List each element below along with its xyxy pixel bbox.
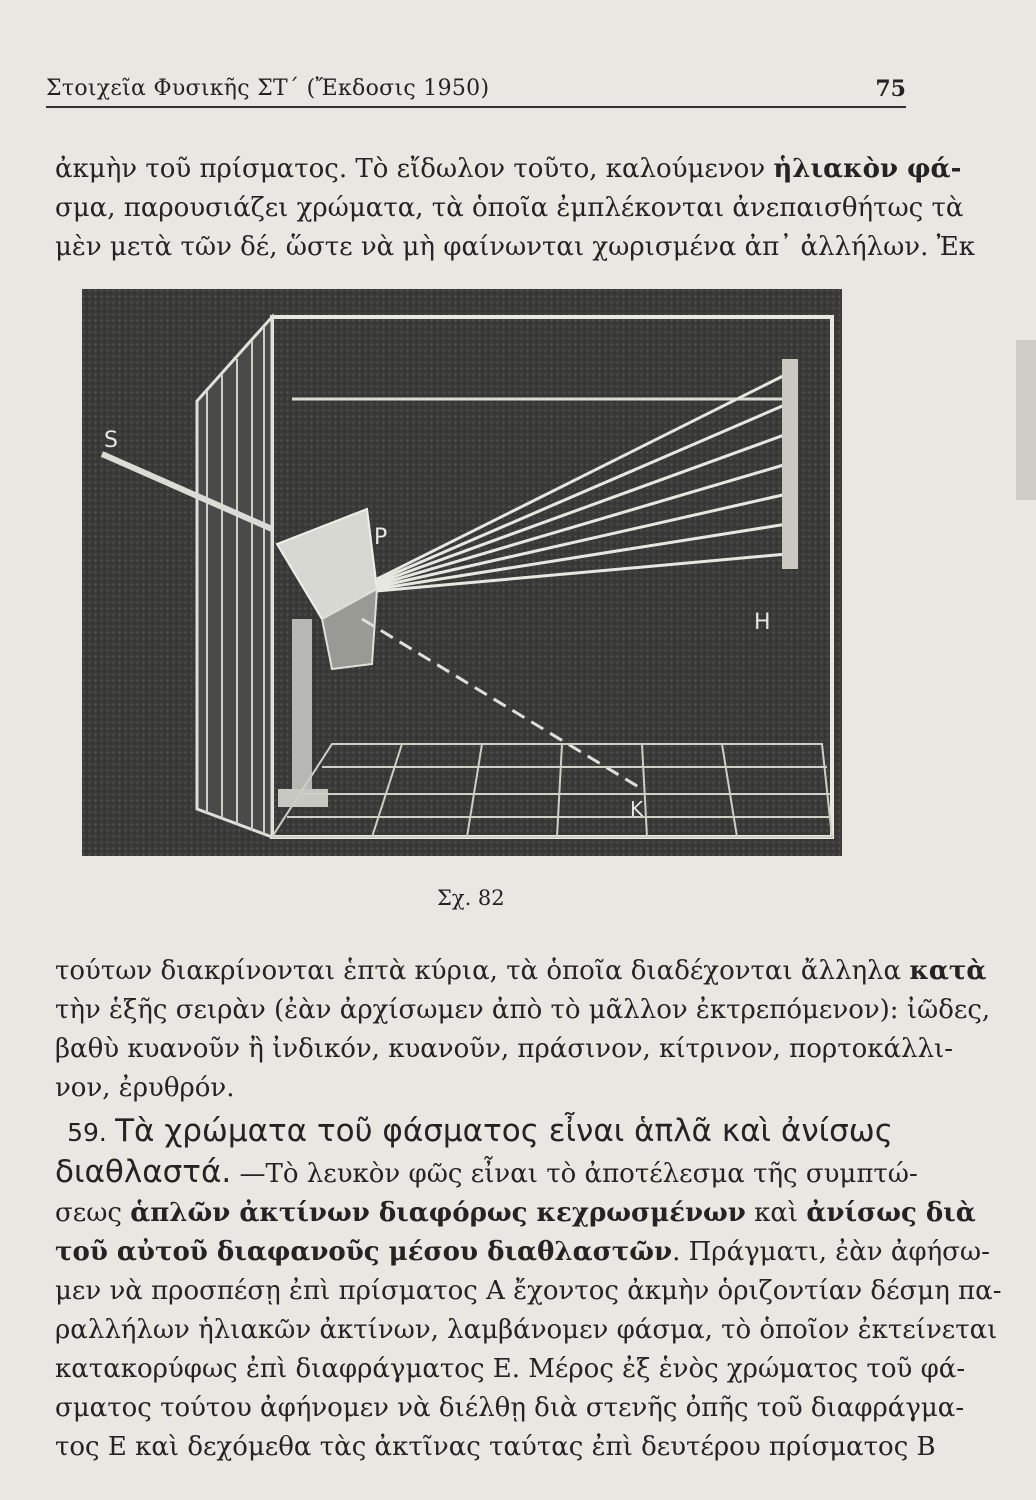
text-line: νον, ἐρυθρόν.	[55, 1073, 235, 1103]
label-h: H	[754, 610, 771, 635]
colors-paragraph	[55, 952, 991, 1108]
section-heading: Τὰ χρώματα τοῦ φάσματος εἶναι ἁπλᾶ καὶ ἀνίσως	[115, 1113, 893, 1149]
text-line: σμα, παρουσιάζει χρώματα, τὰ ὁποῖα ἐμπλέκονται ἀνεπαισθήτως τὰ	[55, 193, 964, 223]
text-line: ἀκμὴν τοῦ πρίσματος. Τὸ εἴδωλον τοῦτο, καλούμενον ἡλιακὸν φά-	[55, 154, 962, 184]
running-header	[46, 70, 906, 110]
page-edge-shadow	[1016, 340, 1036, 500]
text-line: μεν νὰ προσπέσῃ ἐπὶ πρίσματος Α ἔχοντος ἀκμὴν ὁριζοντίαν δέσμη πα-	[55, 1276, 1002, 1306]
intro-paragraph	[55, 150, 976, 267]
text-line: τοῦ αὐτοῦ διαφανοῦς μέσου διαθλαστῶν. Πράγματι, ἐὰν ἀφήσω-	[55, 1237, 990, 1267]
text-line: διαθλαστά. —Τὸ λευκὸν φῶς εἶναι τὸ ἀποτέλεσμα τῆς συμπτώ-	[55, 1154, 918, 1190]
text-line: βαθὺ κυανοῦν ἢ ἰνδικόν, κυανοῦν, πράσινον, κίτρινον, πορτοκάλλι-	[55, 1034, 953, 1064]
prism-stand	[292, 619, 312, 799]
text-line: τὴν ἑξῆς σειρὰν (ἐὰν ἀρχίσωμεν ἀπὸ τὸ μᾶλλον ἐκτρεπόμενον): ἰῶδες,	[55, 995, 991, 1025]
figure-caption: Σχ. 82	[437, 886, 505, 910]
prism-spectrum-figure	[82, 289, 842, 856]
stand-base	[278, 789, 328, 807]
spectrum-screen	[782, 359, 798, 569]
section-heading-line	[55, 1112, 905, 1153]
section-59	[55, 1112, 1002, 1467]
label-p: P	[374, 525, 388, 550]
label-s: S	[104, 428, 118, 453]
left-panel	[197, 317, 272, 837]
text-line: τούτων διακρίνονται ἑπτὰ κύρια, τὰ ὁποῖα διαδέχονται ἄλληλα κατὰ	[55, 956, 987, 986]
section-heading-cont: διαθλαστά.	[55, 1154, 232, 1190]
header-rule	[46, 106, 906, 108]
text-line: σεως ἁπλῶν ἀκτίνων διαφόρως κεχρωσμένων καὶ ἀνίσως διὰ	[55, 1198, 976, 1228]
page-number: 75	[875, 76, 906, 102]
text-line: μὲν μετὰ τῶν δέ, ὥστε νὰ μὴ φαίνωνται χωρισμένα ἀπ᾽ ἀλλήλων. Ἐκ	[55, 232, 976, 262]
text-line: ραλλήλων ἡλιακῶν ἀκτίνων, λαμβάνομεν φάσμα, τὸ ὁποῖον ἐκτείνεται	[55, 1315, 998, 1345]
text-line: κατακορύφως ἐπὶ διαφράγματος Ε. Μέρος ἐξ ἑνὸς χρώματος τοῦ φά-	[55, 1354, 966, 1384]
label-k: K	[630, 797, 644, 821]
text-line: σματος τούτου ἀφήνομεν νὰ διέλθῃ διὰ στενῆς ὀπῆς τοῦ διαφράγμα-	[55, 1393, 965, 1423]
text-line: τος Ε καὶ δεχόμεθα τὰς ἀκτῖνας ταύτας ἐπὶ δευτέρου πρίσματος Β	[55, 1432, 936, 1462]
section-number: 59.	[67, 1118, 107, 1147]
header-title: Στοιχεῖα Φυσικῆς ΣΤ΄ (Ἔκδοσις 1950)	[46, 76, 490, 101]
